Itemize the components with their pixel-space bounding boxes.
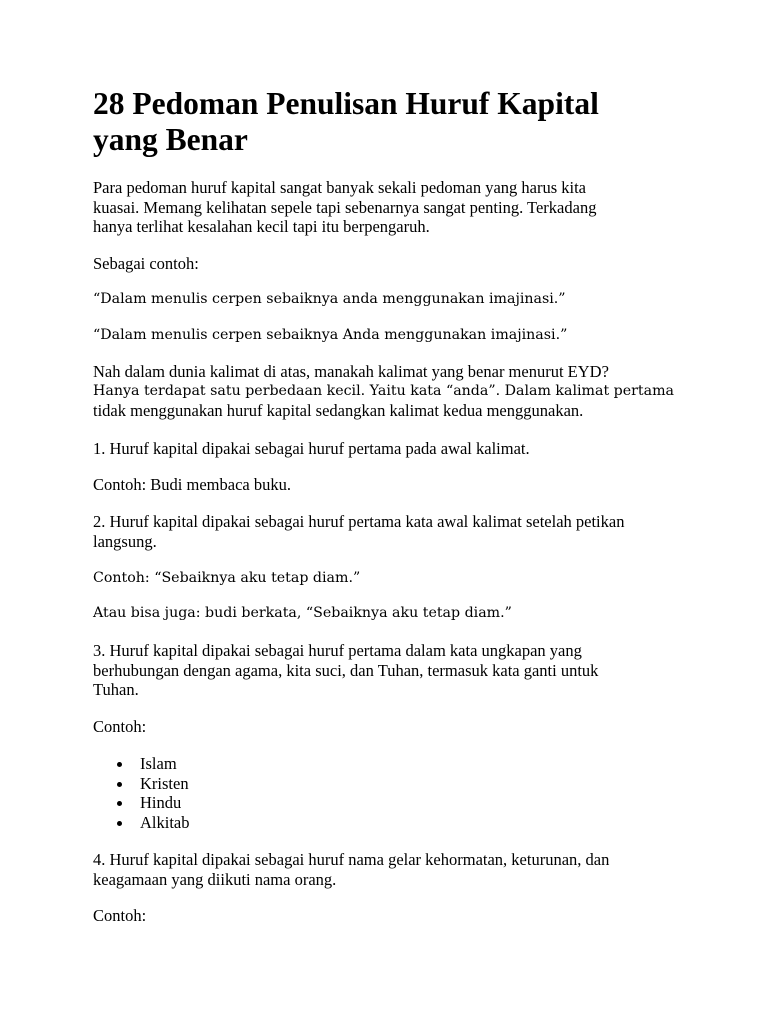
intro-paragraph xyxy=(93,178,693,237)
quote-incorrect: “Dalam menulis cerpen sebaiknya anda menggunakan imajinasi.” xyxy=(93,291,566,307)
list-item-label: Islam xyxy=(140,754,177,773)
rule-3-line: 3. Huruf kapital dipakai sebagai huruf pertama dalam kata ungkapan yang xyxy=(93,641,582,660)
list-item xyxy=(93,793,190,813)
bullet-icon xyxy=(117,801,122,806)
rule-2-alternative: Atau bisa juga: budi berkata, “Sebaiknya aku tetap diam.” xyxy=(93,605,512,621)
title-line: 28 Pedoman Penulisan Huruf Kapital xyxy=(93,86,599,121)
page-title xyxy=(93,86,599,158)
list-item xyxy=(93,774,190,794)
rule-2-line: langsung. xyxy=(93,531,157,551)
bullet-icon xyxy=(117,762,122,767)
list-item-label: Alkitab xyxy=(140,812,190,832)
list-item-label: Hindu xyxy=(140,793,182,812)
explanation-line: Nah dalam dunia kalimat di atas, manakah kalimat yang benar menurut EYD? xyxy=(93,362,609,381)
intro-line: Para pedoman huruf kapital sangat banyak sekali pedoman yang harus kita xyxy=(93,178,587,197)
rule-3-line: berhubungan dengan agama, kita suci, dan Tuhan, termasuk kata ganti untuk xyxy=(93,660,599,680)
bullet-icon xyxy=(117,821,122,826)
rule-4-line: keagamaan yang diikuti nama orang. xyxy=(93,869,337,889)
explanation-paragraph xyxy=(93,362,693,421)
quote-correct: “Dalam menulis cerpen sebaiknya Anda menggunakan imajinasi.” xyxy=(93,327,568,343)
rule-4-line: 4. Huruf kapital dipakai sebagai huruf nama gelar kehormatan, keturunan, dan xyxy=(93,850,610,869)
list-item-label: Kristen xyxy=(140,773,189,793)
list-item xyxy=(93,754,190,774)
list-item xyxy=(93,813,190,833)
rule-3-line: Tuhan. xyxy=(93,680,139,699)
rule-2-example: Contoh: “Sebaiknya aku tetap diam.” xyxy=(93,570,361,586)
example-intro: Sebagai contoh: xyxy=(93,254,199,273)
rule-4-example-label: Contoh: xyxy=(93,906,147,925)
rule-2 xyxy=(93,512,693,551)
intro-line: kuasai. Memang kelihatan sepele tapi sebenarnya sangat penting. Terkadang xyxy=(93,197,597,217)
rule-3-example-label: Contoh: xyxy=(93,717,147,736)
rule-1: 1. Huruf kapital dipakai sebagai huruf pertama pada awal kalimat. xyxy=(93,439,530,458)
bullet-icon xyxy=(117,782,122,787)
explanation-line: tidak menggunakan huruf kapital sedangkan kalimat kedua menggunakan. xyxy=(93,401,584,420)
rule-3 xyxy=(93,641,693,700)
religion-list xyxy=(93,754,190,832)
rule-1-example: Contoh: Budi membaca buku. xyxy=(93,475,291,494)
rule-4 xyxy=(93,850,693,889)
explanation-line: Hanya terdapat satu perbedaan kecil. Yaitu kata “anda”. Dalam kalimat pertama xyxy=(93,382,675,399)
intro-line: hanya terlihat kesalahan kecil tapi itu berpengaruh. xyxy=(93,217,430,236)
rule-2-line: 2. Huruf kapital dipakai sebagai huruf pertama kata awal kalimat setelah petikan xyxy=(93,512,625,531)
title-line: yang Benar xyxy=(93,122,248,157)
